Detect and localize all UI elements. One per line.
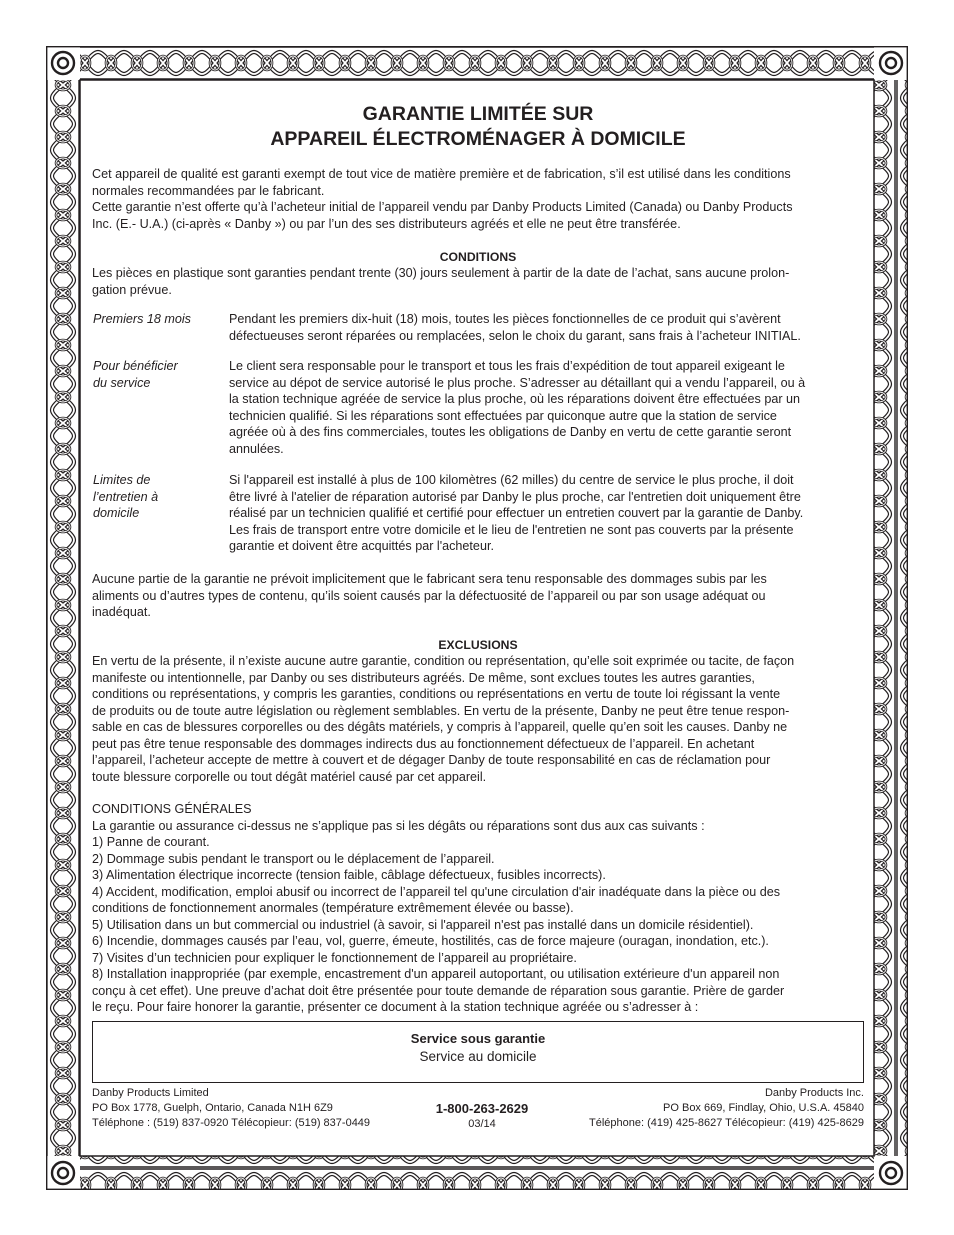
service-title: Service sous garantie [410,1031,546,1046]
general-line: conditions de fonctionnement anormales (température extrêmement élevée ou basse). [92,901,574,915]
condition-text-home-service-limits [229,472,861,555]
condition-text-first-18-months [229,311,861,344]
condition-line: garantie et doivent être acquittés par l'acheteur. [229,539,494,553]
exclusions-line: l’appareil, l’acheteur accepte de mettre à couvert et de dégager Danby de toute responsabilité en cas de réclamation pour [92,753,771,767]
label-line: Premiers 18 mois [93,312,191,326]
intro-line: Inc. (E.- U.A.) (ci-après « Danby ») ou par l’un des ses distributeurs agréés et elle ne peut être transférée. [92,216,681,231]
plastic-line: Les pièces en plastique sont garanties pendant trente (30) jours seulement à partir de la date de l’achat, sans aucune prolon- [92,266,790,280]
page-title [92,102,864,152]
footer-phone-block [392,1100,572,1131]
general-line: 6) Incendie, dommages causés par l’eau, vol, guerre, émeute, hostilités, cas de force majeure (ouragan, inondation, etc.). [92,934,769,948]
condition-line: Les frais de transport entre votre domicile et le lieu de l'entretien ne sont pas couverts par la présente [229,522,794,537]
condition-line: Si l'appareil est installé à plus de 100 kilomètres (62 milles) du centre de service le plus proche, il doit [229,473,794,487]
general-line: 3) Alimentation électrique incorrecte (tension faible, câblage défectueux, fusibles incorrects). [92,868,606,882]
revision-date: 03/14 [468,1118,496,1130]
footer-canada-address [92,1086,370,1131]
footer-left-line: Danby Products Limited [92,1087,209,1099]
condition-line: Pendant les premiers dix-huit (18) mois, toutes les pièces fonctionnelles de ce produit qui s’avèrent [229,312,781,326]
label-line: l’entretien à [93,489,159,504]
footer-right-line: PO Box 669, Findlay, Ohio, U.S.A. 45840 [663,1102,864,1114]
intro-line: Cette garantie n’est offerte qu’à l’acheteur initial de l’appareil vendu par Danby Products Limited (Canada) ou Danby Products [92,200,793,214]
label-line: domicile [93,506,140,520]
general-line: 7) Visites d’un technicien pour expliquer le fonctionnement de l’appareil au propriétaire. [92,950,577,965]
exclusions-line: En vertu de la présente, il n’existe aucune autre garantie, condition ou représentation, qu’elle soit exprimée ou tacite, de façon [92,654,795,668]
liability-paragraph [92,571,864,621]
general-conditions [92,801,864,1016]
footer-left-line: PO Box 1778, Guelph, Ontario, Canada N1H 6Z9 [92,1102,333,1114]
liability-line: aliments ou d’autres types de contenu, qu’ils soient causés par la défectuosité de l’appareil ou par son usage adéquat ou [92,588,766,603]
condition-line: défectueuses seront réparées ou remplacées, selon le choix du garant, sans frais à l’acheteur INITIAL. [229,328,801,343]
exclusions-line: sable en cas de blessures corporelles ou des dégâts matériels, y compris à l’appareil, quelle qu’en soit les causes. Danby ne [92,720,788,734]
label-line: Pour bénéficier [93,359,178,373]
condition-text-service [229,358,861,457]
general-line: 5) Utilisation dans un but commercial ou industriel (à savoir, si l'appareil n'est pas installé dans un domicile résidentiel). [92,917,754,932]
general-line: 4) Accident, modification, emploi abusif ou incorrect de l’appareil tel qu'une circulation d'air inadéquate dans la pièce ou des [92,884,781,899]
intro-line: Cet appareil de qualité est garanti exempt de tout vice de matière première et de fabrication, s’il est utilisé dans les conditions [92,167,791,181]
condition-line: réalisé par un technicien qualifié et certifié pour effectuer un entretien couvert par la garantie de Danby. [229,506,804,520]
general-line: 8) Installation inappropriée (par exemple, encastrement d'un appareil autoportant, ou utilisation extérieure d'un appareil non [92,967,780,981]
label-line: Limites de [93,473,151,487]
toll-free-phone: 1-800-263-2629 [435,1101,529,1116]
condition-label-service [93,358,223,391]
condition-line: annulées. [229,441,284,456]
title-line-2: APPAREIL ÉLECTROMÉNAGER À DOMICILE [270,128,686,150]
exclusions-heading: EXCLUSIONS [438,638,518,652]
exclusions-line: peut pas être tenue responsable des dommages indirects dus au fonctionnement défectueux de l’appareil. En achetant [92,736,755,751]
exclusions-line: toute blessure corporelle ou tout dégât matériel causé par cet appareil. [92,769,487,784]
general-line: La garantie ou assurance ci-dessus ne s’applique pas si les dégâts ou réparations sont dus aux cas suivants : [92,818,705,833]
exclusions-paragraph [92,653,864,785]
condition-line: être livré à l'atelier de réparation autorisé par Danby le plus proche, car l'entretien doit uniquement être [229,489,801,504]
condition-label-home-service-limits [93,472,223,522]
general-line: 2) Dommage subis pendant le transport ou le déplacement de l’appareil. [92,851,495,866]
plastic-parts-paragraph [92,265,864,298]
label-line: du service [93,375,151,390]
intro-line: normales recommandées par le fabricant. [92,183,325,198]
exclusions-line: de produits ou de toute autre législation ou règlement semblables. En vertu de la présente, Danby ne peut être tenue respon- [92,703,790,718]
title-line-1: GARANTIE LIMITÉE SUR [362,103,594,125]
plastic-line: gation prévue. [92,282,172,297]
liability-line: Aucune partie de la garantie ne prévoit implicitement que le fabricant sera tenu responsable des dommages subis par les [92,572,767,586]
condition-line: technicien qualifié. Si les réparations sont effectuées par quiconque autre que la station de service [229,408,777,423]
liability-line: inadéquat. [92,605,151,619]
warranty-service-box [92,1021,864,1083]
intro-paragraph [92,166,864,232]
condition-line: Le client sera responsable pour le transport et tous les frais d’expédition de tout appareil exigeant le [229,359,785,373]
condition-line: la station technique agréée de service la plus proche, où les réparations doivent être effectuées par un [229,392,801,406]
footer-right-line: Téléphone: (419) 425-8627 Télécopieur: (419) 425-8629 [589,1117,864,1129]
condition-line: agréée où à des fins commerciales, toutes les obligations de Danby en vertu de cette garantie seront [229,425,792,439]
general-conditions-heading: CONDITIONS GÉNÉRALES [92,802,252,816]
service-subtitle: Service au domicile [419,1049,537,1064]
condition-line: service au dépot de service autorisé le plus proche. S’adresser au détaillant qui a vendu l’appareil, ou à [229,375,806,390]
footer-left-line: Téléphone : (519) 837-0920 Télécopieur: (519) 837-0449 [92,1117,371,1129]
general-line: 1) Panne de courant. [92,835,210,849]
footer-usa-address [589,1086,864,1131]
conditions-heading: CONDITIONS [439,250,517,264]
condition-label-first-18-months [93,311,223,328]
general-line: conçu à cet effet). Une preuve d’achat doit être présentée pour toute demande de réparation sous garantie. Prière de garder [92,983,785,998]
footer-right-line: Danby Products Inc. [764,1087,864,1099]
exclusions-line: conditions ou représentations, y compris les garanties, conditions ou représentations en vertu de toute loi régissant la vente [92,687,781,701]
exclusions-line: manifeste ou intentionnelle, par Danby ou ses distributeurs agréés. De même, sont exclues toutes les autres garanties, [92,670,755,685]
general-line: le reçu. Pour faire honorer la garantie, présenter ce document à la station technique agréée ou s’adresser à : [92,1000,699,1014]
